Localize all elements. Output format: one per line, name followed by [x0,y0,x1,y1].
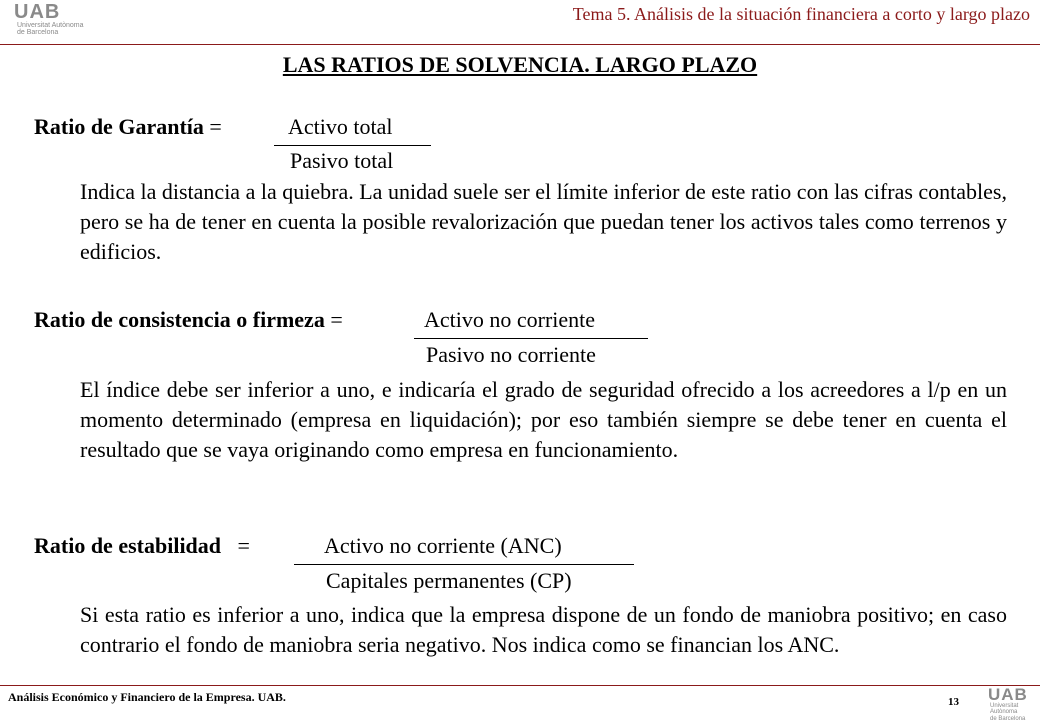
equals-sign: = [203,114,222,139]
ratio-garantia-label [34,116,222,138]
fraction-line [294,564,634,565]
ratio-consistencia-denominator: Pasivo no corriente [426,342,596,367]
logo-subtitle-line-2: de Barcelona [990,715,1026,722]
ratio-consistencia-numerator: Activo no corriente [424,307,596,332]
footer-text: Análisis Económico y Financiero de la Empresa. UAB. [8,690,286,704]
equals-sign: = [324,307,343,332]
fraction-line [414,338,648,339]
uab-logo-footer [988,686,1040,722]
uab-logo [14,2,84,37]
fraction-line [274,145,431,146]
ratio-estabilidad-denominator: Capitales permanentes (CP) [326,568,572,593]
equals-sign: = [221,533,250,558]
ratio-estabilidad-description: Si esta ratio es inferior a uno, indica que la empresa dispone de un fondo de maniobra positivo; en caso contrario el fondo de maniobra seria negativo. Nos indica como se financian los ANC. [80,602,1007,657]
logo-subtitle-line-2: de Barcelona [17,29,59,37]
footer-divider [0,685,1040,686]
ratio-consistencia-label [34,309,343,331]
logo-subtitle-line-1: Universitat Autònoma [17,22,84,29]
ratio-garantia-numerator: Activo total [288,114,393,139]
page-title: LAS RATIOS DE SOLVENCIA. LARGO PLAZO [282,52,758,77]
ratio-estabilidad-numerator: Activo no corriente (ANC) [324,533,562,558]
ratio-name: Ratio de estabilidad [34,533,222,558]
ratio-garantia-description: Indica la distancia a la quiebra. La unidad suele ser el límite inferior de este ratio con las cifras contables, pero se ha de tener en cuenta la posible revalorización que puedan tener los activos tales como terrenos y edificios. [80,179,1007,264]
logo-mark: UAB [988,685,1028,704]
ratio-name: Ratio de Garantía [34,114,204,139]
ratio-garantia-denominator: Pasivo total [290,148,394,173]
ratio-consistencia-description: El índice debe ser inferior a uno, e indicaría el grado de seguridad ofrecido a los acreedores a l/p en un momento determinado (empresa en liquidación); por eso también siempre se debe tener en cuenta el resultado que se vaya originando como empresa en funcionamiento. [80,377,1007,462]
logo-mark: UAB [14,1,61,23]
ratio-name: Ratio de consistencia o firmeza [34,307,325,332]
ratio-estabilidad-label [34,535,250,557]
header-divider [0,44,1040,45]
logo-subtitle-line-1: Universitat Autònoma [990,703,1019,716]
page-number: 13 [948,696,959,708]
header-title: Tema 5. Análisis de la situación financiera a corto y largo plazo [572,4,1030,24]
